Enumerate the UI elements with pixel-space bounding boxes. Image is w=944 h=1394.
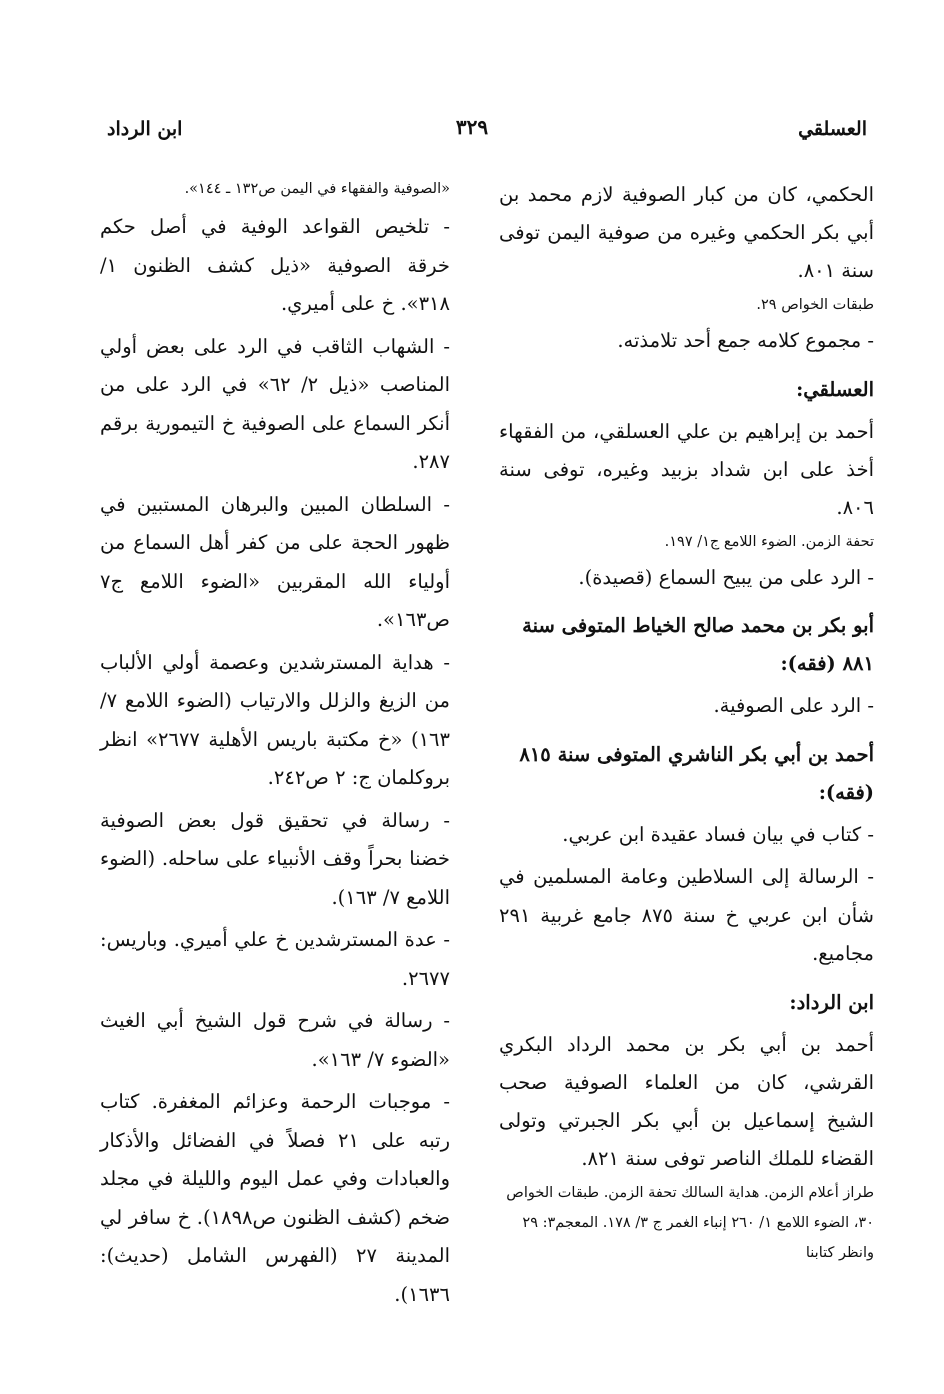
page-number: ٣٢٩ (455, 115, 489, 139)
left-list-item-6: - عدة المسترشدين خ علي أميري. وباريس: ٢٦٧٧. (100, 928, 450, 990)
running-header-left: ابن الرداد (107, 118, 183, 140)
section-nashiri-item-2: - الرسالة إلى السلاطين وعامة المسلمين في شأن ابن عربي خ سنة ٨٧٥ جامع غربية ٢٩١ مجاميع. (499, 865, 875, 965)
left-list-item-7: - رسالة في شرح قول الشيخ أبي الغيث «الضوء ٧/ ١٦٣». (100, 1009, 450, 1071)
running-header-right: العسلقي (798, 118, 867, 140)
section-nashiri-item-1: - كتاب في بيان فساد عقيدة ابن عربي. (562, 822, 874, 846)
left-list-item-8: - موجبات الرحمة وعزائم المغفرة. كتاب رتبه على ٢١ فصلاً في الفضائل والأذكار والعبادات وفي عمل اليوم والليلة في مجلد ضخم (كشف الظنون ص١٨٩٨). خ سافر لي المدينة ٢٧ (الفهرس الشامل (حديث): ١٦٣٦). (100, 1090, 451, 1306)
section-khayyat-item: - الرد على الصوفية. (713, 694, 874, 717)
left-column (100, 176, 450, 1318)
section-asalqi-item: - الرد على من يبيح السماع (قصيدة). (578, 565, 874, 589)
section-heading-raddad: ابن الرداد: (789, 990, 874, 1014)
intro-paragraph: الحكمي، كان من كبار الصوفية لازم محمد بن أبي بكر الحكمي وغيره من صوفية اليمن توفى سنة ٨٠١. (499, 183, 874, 282)
section-heading-nashiri: أحمد بن أبي بكر الناشري المتوفى سنة ٨١٥ (فقه): (519, 742, 874, 804)
section-asalqi-text: أحمد بن إبراهيم بن علي العسلقي، من الفقهاء أخذ على ابن شداد بزبيد وغيره، توفى سنة ٨٠٦. (499, 419, 874, 519)
left-list-item-3: - السلطان المبين والبرهان المستبين في ظهور الحجة على من كفر أهل السماع من أولياء الله المقربين «الضوء اللامع ج٧ ص١٦٣». (100, 492, 450, 631)
right-column (499, 176, 874, 1270)
section-asalqi-source: تحفة الزمن. الضوء اللامع ج١/ ١٩٧. (664, 533, 874, 550)
section-heading-khayyat: أبو بكر بن محمد صالح الخياط المتوفى سنة ٨٨١ (فقه): (522, 614, 874, 675)
section-heading-asalqi: العسلقي: (796, 377, 874, 401)
intro-list-item: - مجموع كلامه جمع أحد تلامذته. (617, 329, 874, 352)
left-list-item-5: - رسالة في تحقيق قول بعض الصوفية خضنا بحراً وقف الأنبياء على ساحله. (الضوء اللامع ٧/ ١٦٣). (100, 808, 450, 909)
intro-source: طبقات الخواص ٢٩. (756, 297, 874, 313)
section-raddad-source: طراز أعلام الزمن. هداية السالك تحفة الزمن. طبقات الخواص ٣٠، الضوء اللامع ١/ ٢٦٠ إنباء الغمر ج ٣/ ١٧٨. المعجم٣: ٢٩ وانظر كتابنا (506, 1184, 874, 1261)
left-list-item-4: - هداية المسترشدين وعصمة أولي الألباب من الزيغ والزلل والارتياب (الضوء اللامع ٧/ ١٦٣) «خ مكتبة باريس الأهلية ٢٦٧٧» انظر بروكلمان ج: ٢ ص٢٤٢. (100, 650, 450, 789)
section-raddad-text: أحمد بن أبي بكر بن محمد الرداد البكري القرشي، كان من العلماء الصوفية صحب الشيخ إسماعيل بن أبي بكر الجبرتي وتولى القضاء للملك الناصر توفى سنة ٨٢١. (499, 1032, 874, 1170)
left-list-item-1: - تلخيص القواعد الوفية في أصل حكم خرقة الصوفية «ذيل كشف الظنون ١/ ٣١٨». خ على أميري. (100, 215, 450, 315)
left-list-item-2: - الشهاب الثاقب في الرد على بعض أولي المناصب «ذيل ٢/ ٦٢» في الرد على من أنكر السماع على الصوفية خ التيمورية برقم ٢٨٧. (100, 334, 451, 473)
left-top-note: «الصوفية والفقهاء في اليمن ص١٣٢ ـ ١٤٤». (184, 181, 450, 197)
